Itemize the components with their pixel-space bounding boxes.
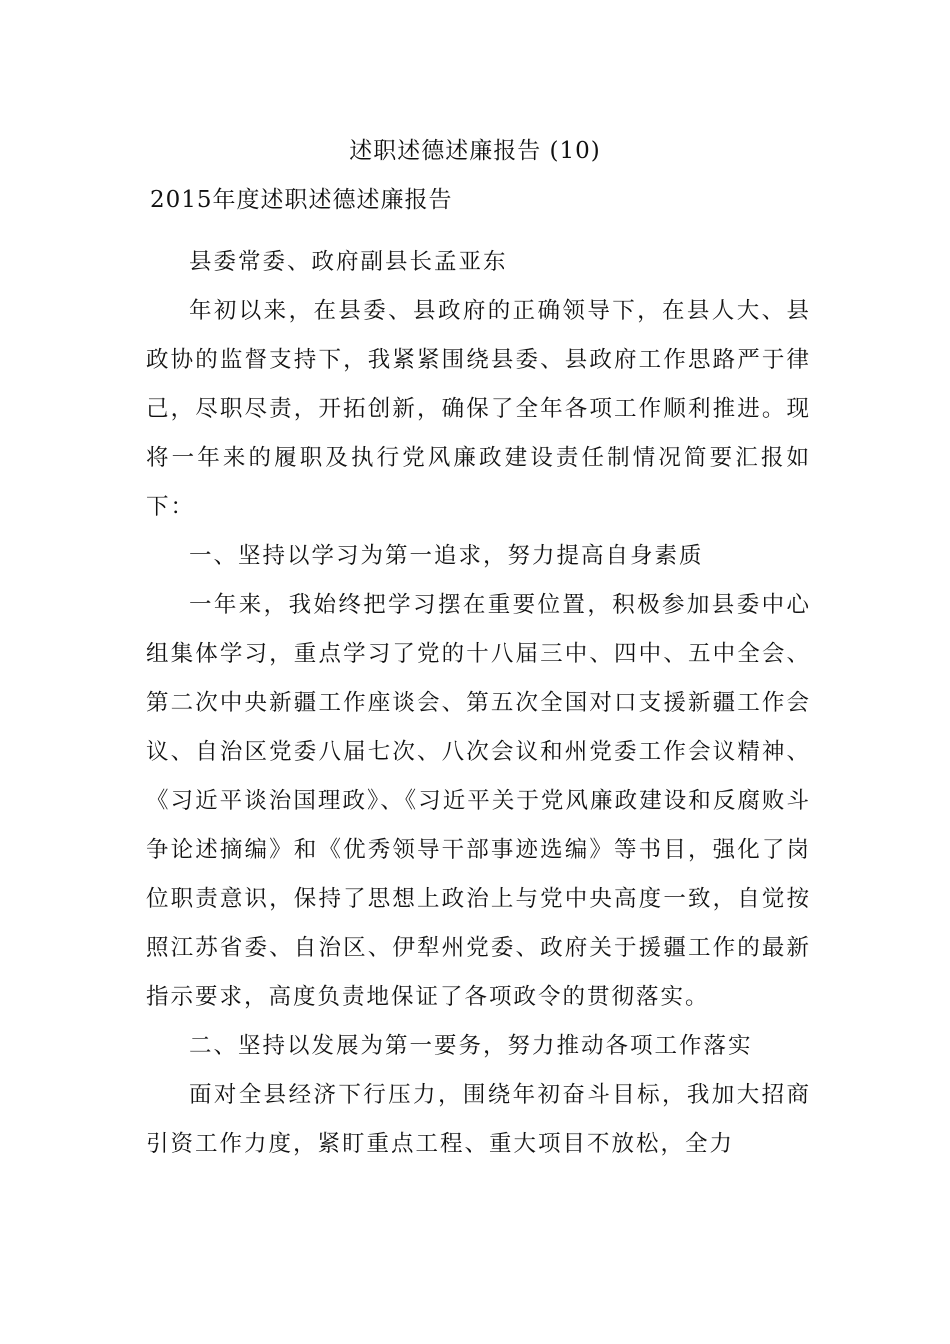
document-body [146, 238, 811, 1169]
paragraph-development: 面对全县经济下行压力，围绕年初奋斗目标，我加大招商引资工作力度，紧盯重点工程、重大项目不放松，全力 [146, 1082, 811, 1157]
document-title: 述职述德述廉报告 (10) [349, 138, 601, 164]
section-heading-2: 二、坚持以发展为第一要务，努力推动各项工作落实 [189, 1033, 753, 1059]
document-subtitle: 2015年度述职述德述廉报告 [150, 187, 453, 213]
section-heading-1: 一、坚持以学习为第一追求，努力提高自身素质 [189, 543, 704, 569]
paragraph-study: 一年来，我始终把学习摆在重要位置，积极参加县委中心组集体学习，重点学习了党的十八届三中、四中、五中全会、第二次中央新疆工作座谈会、第五次全国对口支援新疆工作会议、自治区党委八届七次、八次会议和州党委工作会议精神、《习近平谈治国理政》、《习近平关于党风廉政建设和反腐败斗争论述摘编》和《优秀领导干部事迹选编》等书目，强化了岗位职责意识，保持了思想上政治上与党中央高度一致，自觉按照江苏省委、自治区、伊犁州党委、政府关于援疆工作的最新指示要求，高度负责地保证了各项政令的贯彻落实。 [146, 592, 811, 1010]
paragraph-intro: 年初以来，在县委、县政府的正确领导下，在县人大、县政协的监督支持下，我紧紧围绕县委、县政府工作思路严于律己，尽职尽责，开拓创新，确保了全年各项工作顺利推进。现将一年来的履职及执行党风廉政建设责任制情况简要汇报如下： [146, 298, 811, 520]
author-line: 县委常委、政府副县长孟亚东 [189, 249, 508, 275]
